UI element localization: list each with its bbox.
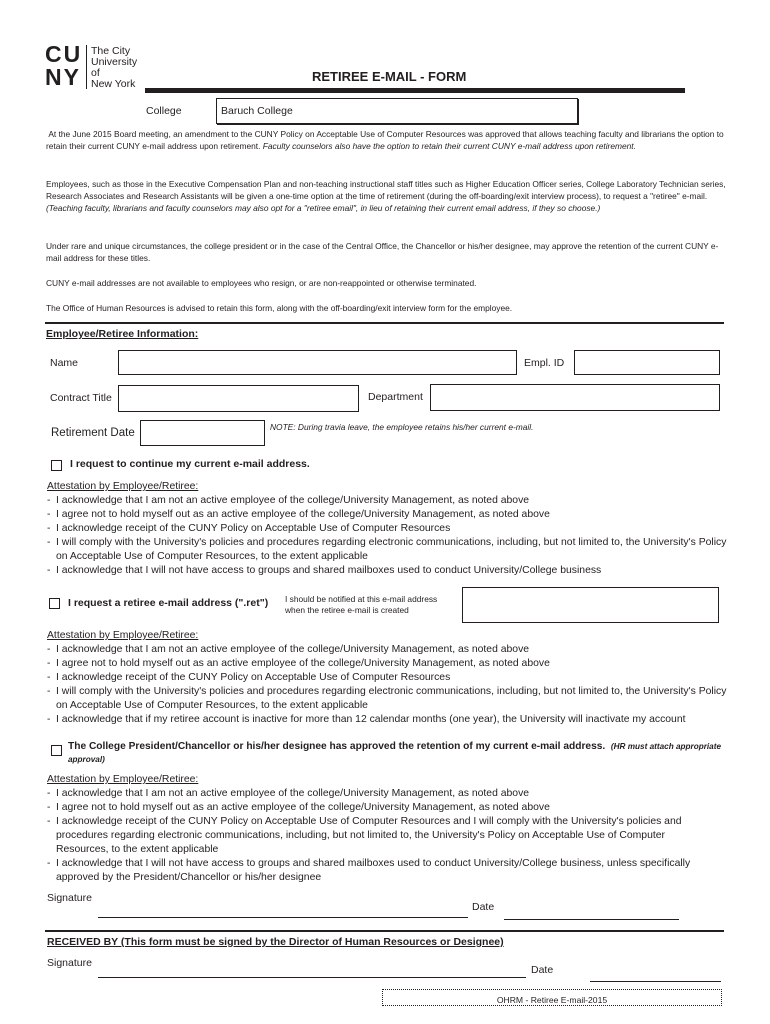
list-item: - I acknowledge that I am not an active employee of the college/University Management, as noted above — [47, 787, 717, 801]
president-approved-label: The College President/Chancellor or his/her designee has approved the retention of my current e-mail address. — [68, 741, 606, 752]
department-label: Department — [368, 391, 423, 403]
hr-date-label: Date — [531, 964, 554, 976]
attestation-3 — [47, 773, 717, 885]
form-title: RETIREE E-MAIL - FORM — [312, 69, 467, 84]
intro-paragraph-1 — [46, 129, 731, 153]
logo-letters-bottom: NY — [45, 64, 81, 90]
list-item: - I agree not to hold myself out as an active employee of the college/University Management, as noted above — [47, 657, 737, 671]
logo-name-line: of — [91, 67, 100, 79]
continue-email-checkbox[interactable] — [51, 460, 62, 471]
intro-paragraph-5: The Office of Human Resources is advised to retain this form, along with the off-boarding/exit interview form for the employee. — [46, 303, 513, 313]
list-item: - I acknowledge that I will not have access to groups and shared mailboxes used to conduct University/College business, unless specifically approved by the President/Chancellor or his/her designee — [47, 857, 717, 885]
section-rule — [45, 322, 724, 324]
notify-email-field[interactable] — [462, 587, 719, 623]
list-item: - I acknowledge receipt of the CUNY Policy on Acceptable Use of Computer Resources — [47, 522, 737, 536]
notify-note-line: I should be notified at this e-mail address — [285, 594, 438, 604]
hr-date-line[interactable] — [590, 981, 721, 982]
list-item: - I acknowledge that I am not an active employee of the college/University Management, as noted above — [47, 643, 737, 657]
logo-name — [91, 46, 137, 90]
list-item: - I acknowledge receipt of the CUNY Policy on Acceptable Use of Computer Resources — [47, 671, 737, 685]
intro-p1-italic: Faculty counselors also have the option to retain their current CUNY e-mail address upon retirement. — [262, 140, 636, 151]
employee-date-label: Date — [472, 901, 495, 913]
form-code: OHRM - Retiree E-mail-2015 — [496, 995, 608, 1005]
intro-paragraph-2 — [46, 179, 731, 214]
travia-leave-note: NOTE: During travia leave, the employee retains his/her current e-mail. — [270, 422, 534, 432]
employee-date-line[interactable] — [504, 919, 679, 920]
contract-title-label: Contract Title — [50, 392, 112, 404]
form-code-box — [382, 989, 722, 1006]
logo-letters-top: CU — [45, 41, 83, 67]
list-item: - I acknowledge receipt of the CUNY Policy on Acceptable Use of Computer Resources and I will comply with the University's policies and procedures regarding electronic communications, including, but not limited to, the University's Policy on Acceptable Use of Computer Resources, to the extent applicable — [47, 815, 717, 857]
notify-note-line: when the retiree e-mail is created — [285, 605, 409, 615]
logo-name-line: New York — [91, 78, 136, 90]
name-field[interactable] — [118, 350, 517, 375]
empl-id-field[interactable] — [574, 350, 720, 375]
intro-p2-italic: (Teaching faculty, librarians and faculty counselors may also opt for a "retiree email", in lieu of retaining their current email address, if they so choose.) — [46, 202, 601, 213]
attestation-2-list — [47, 643, 737, 727]
intro-p2-text: Employees, such as those in the Executive Compensation Plan and non-teaching instructional staff titles such as Higher Education Officer series, College Laboratory Technician series, Research Associates and Research Assistants will be given a one-time option at the time of retirement (during the off-boarding/exit interview process), to request a "retiree" e-mail. — [46, 179, 726, 201]
empl-id-label: Empl. ID — [524, 357, 565, 369]
employee-section-heading: Employee/Retiree Information: — [46, 328, 199, 340]
intro-p1-text: At the June 2015 Board meeting, an amendment to the CUNY Policy on Acceptable Use of Computer Resources was approved that allows teaching faculty and librarians the option to retain their current CUNY e-mail address upon retirement. — [46, 129, 724, 151]
employee-signature-label: Signature — [47, 892, 92, 904]
college-label: College — [146, 105, 182, 117]
intro-paragraph-3: Under rare and unique circumstances, the college president or in the case of the Central Office, the Chancellor or his/her designee, may approve the retention of the current CUNY e-mail address for these titles. — [46, 241, 719, 263]
hr-signature-line[interactable] — [98, 977, 526, 978]
president-approved-checkbox[interactable] — [51, 745, 62, 756]
list-item: - I agree not to hold myself out as an active employee of the college/University Management, as noted above — [47, 508, 737, 522]
notify-note — [285, 594, 437, 616]
attestation-1 — [47, 480, 737, 578]
employee-signature-line[interactable] — [98, 917, 468, 918]
cuny-logo — [45, 41, 145, 92]
retirement-date-field[interactable] — [140, 420, 265, 446]
attestation-3-list — [47, 787, 717, 885]
college-field[interactable] — [216, 98, 578, 124]
president-approved-block — [68, 740, 728, 766]
contract-title-field[interactable] — [118, 385, 359, 412]
logo-name-line: The City — [91, 45, 131, 57]
retirement-date-label: Retirement Date — [51, 427, 135, 439]
retiree-email-checkbox[interactable] — [49, 598, 60, 609]
list-item: - I will comply with the University's policies and procedures regarding electronic communications, including, but not limited to, the University's Policy on Acceptable Use of Computer Resources, to the extent applicable — [47, 536, 737, 564]
retiree-email-label: I request a retiree e-mail address (".ret") — [68, 597, 269, 609]
attestation-2-heading: Attestation by Employee/Retiree: — [47, 630, 199, 641]
attestation-1-list — [47, 494, 737, 578]
intro-paragraph-4: CUNY e-mail addresses are not available to employees who resign, or are non-reappointed or otherwise terminated. — [46, 278, 477, 288]
logo-name-line: University — [91, 56, 138, 68]
president-approved-note: (HR must attach appropriate approval) — [68, 742, 722, 764]
title-rule — [145, 88, 685, 93]
name-label: Name — [50, 357, 79, 369]
continue-email-label: I request to continue my current e-mail address. — [70, 458, 310, 470]
attestation-2 — [47, 629, 737, 727]
received-by-heading: RECEIVED BY (This form must be signed by the Director of Human Resources or Designee) — [47, 936, 504, 948]
attestation-3-heading: Attestation by Employee/Retiree: — [47, 774, 199, 785]
attestation-1-heading: Attestation by Employee/Retiree: — [47, 481, 199, 492]
department-field[interactable] — [430, 384, 720, 411]
list-item: - I acknowledge that if my retiree account is inactive for more than 12 calendar months (one year), the University will inactivate my account — [47, 713, 737, 727]
logo-divider — [86, 45, 87, 89]
list-item: - I acknowledge that I am not an active employee of the college/University Management, as noted above — [47, 494, 737, 508]
list-item: - I acknowledge that I will not have access to groups and shared mailboxes used to conduct University/College business — [47, 564, 737, 578]
list-item: - I will comply with the University's policies and procedures regarding electronic communications, including, but not limited to, the University's Policy on Acceptable Use of Computer Resources, to the extent applicable — [47, 685, 737, 713]
received-rule — [45, 930, 724, 932]
hr-signature-label: Signature — [47, 957, 92, 969]
college-value: Baruch College — [221, 105, 293, 117]
list-item: - I agree not to hold myself out as an active employee of the college/University Management, as noted above — [47, 801, 717, 815]
